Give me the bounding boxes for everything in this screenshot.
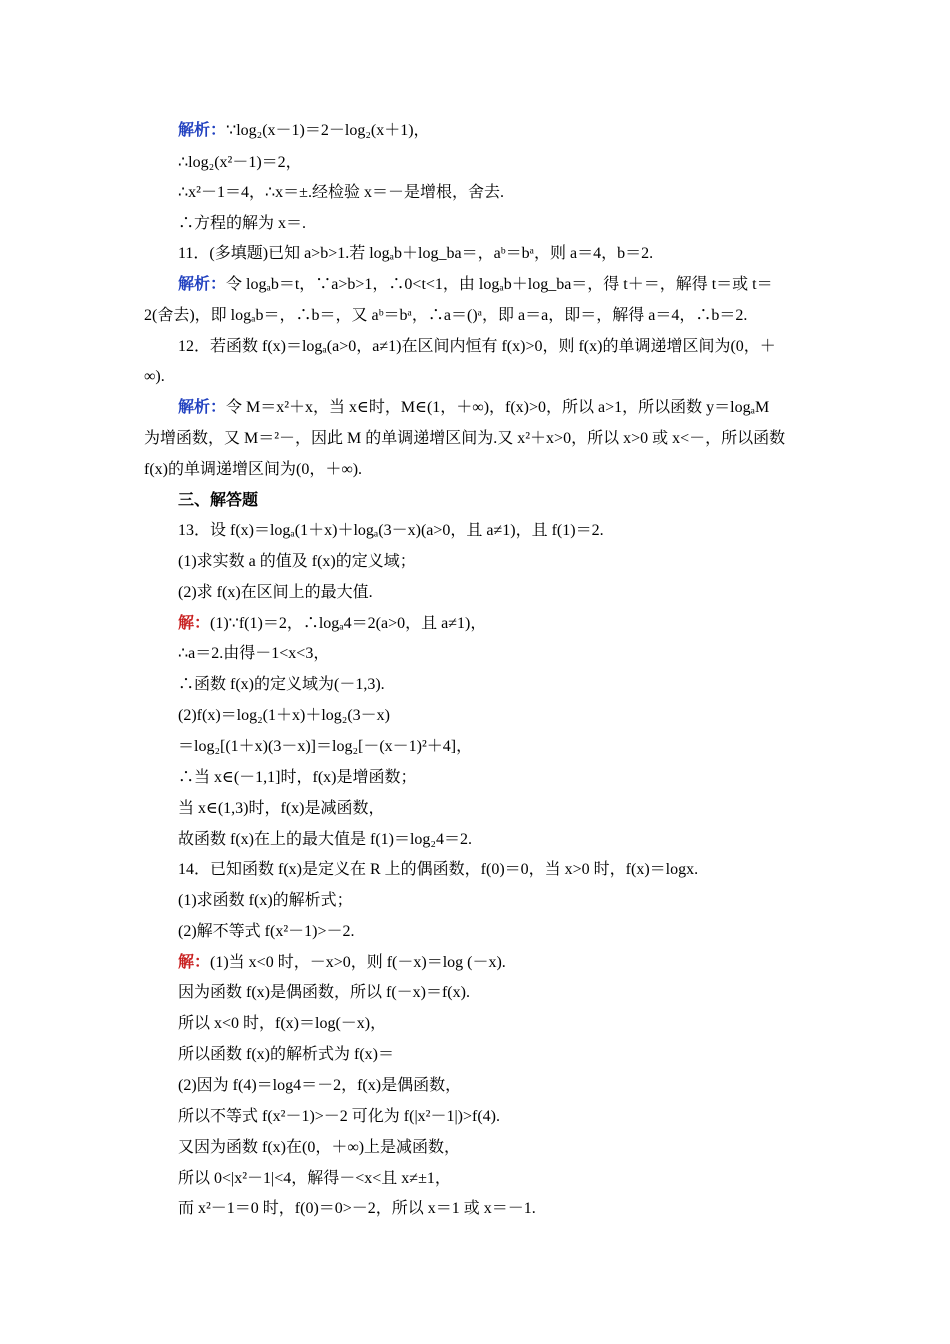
text-line [0,1013,950,1035]
line-text: (1)当 x<0 时，－x>0，则 f(－x)＝log (－x). [210,954,506,971]
text-line [0,428,950,450]
text-line [0,305,950,327]
line-text: 14．已知函数 f(x)是定义在 R 上的偶函数，f(0)＝0，当 x>0 时，f(x)＝logx. [178,861,699,878]
text-line [0,459,950,481]
line-text: 因为函数 f(x)是偶函数，所以 f(－x)＝f(x). [178,984,470,1001]
line-text: (1)∵f(1)＝2，∴logₐ4＝2(a>0，且 a≠1)， [210,615,487,632]
line-text: ∞). [144,368,165,385]
section-heading: 三、解答题 [178,492,259,509]
line-text: f(x)的单调递增区间为(0，＋∞). [144,461,363,478]
text-line [0,890,950,912]
text-line [0,397,950,419]
line-text: 所以函数 f(x)的解析式为 f(x)＝ [178,1046,394,1063]
line-text: ∴当 x∈(－1,1]时，f(x)是增函数； [178,769,417,786]
text-line [0,921,950,943]
line-text: 令 M＝x²＋x，当 x∈时，M∈(1，＋∞)，f(x)>0，所以 a>1，所以函数 y＝logₐM [226,399,770,416]
text-line [0,613,950,635]
text-line [0,274,950,296]
line-text: 令 logₐb＝t，∵a>b>1，∴0<t<1，由 logₐb＋log_ba＝，得 t＋＝，解得 t＝或 t＝ [226,276,773,293]
text-line [0,798,950,820]
line-text: ＝log₂[(1＋x)(3－x)]＝log₂[－(x－1)²＋4]， [178,738,473,755]
line-text: ∴x²－1＝4，∴x＝±.经检验 x＝－是增根，舍去. [178,184,504,201]
line-text: 12．若函数 f(x)＝logₐ(a>0，a≠1)在区间内恒有 f(x)>0，则 f(x)的单调递增区间为(0，＋ [178,338,776,355]
line-text: 当 x∈(1,3)时，f(x)是减函数， [178,800,385,817]
text-line [0,366,950,388]
text-line [0,643,950,665]
answer-label: 解析： [178,122,227,139]
line-text: 又因为函数 f(x)在(0，＋∞)上是减函数， [178,1139,461,1156]
line-text: 2(舍去)，即 logₐb＝，∴b＝，又 aᵇ＝bᵃ，∴a＝()ᵃ，即 a＝a，即＝，解得 a＝4，∴b＝2. [144,307,748,324]
text-line [0,705,950,727]
text-line [0,1106,950,1128]
text-line [0,736,950,758]
text-line [0,490,950,512]
line-text: ∴函数 f(x)的定义域为(－1,3). [178,676,385,693]
text-line [0,582,950,604]
text-line [0,952,950,974]
line-text: (1)求函数 f(x)的解析式； [178,892,353,909]
line-text: 所以 0<|x²－1|<4，解得－<x<且 x≠±1， [178,1170,451,1187]
answer-label: 解： [178,954,211,971]
line-text: 11．(多填题)已知 a>b>1.若 logₐb＋log_ba＝，aᵇ＝bᵃ，则 a＝4，b＝2. [178,245,654,262]
text-line [0,674,950,696]
text-line [0,152,950,174]
text-line [0,1198,950,1220]
line-text: 而 x²－1＝0 时，f(0)＝0>－2，所以 x＝1 或 x＝－1. [178,1200,536,1217]
line-text: 为增函数，又 M＝²－，因此 M 的单调递增区间为.又 x²＋x>0，所以 x>0 或 x<－，所以函数 [144,430,786,447]
answer-label: 解： [178,615,211,632]
text-line [0,859,950,881]
text-line [0,551,950,573]
line-text: ∴log₂(x²－1)＝2， [178,154,302,171]
line-text: (1)求实数 a 的值及 f(x)的定义域； [178,553,416,570]
text-line [0,182,950,204]
line-text: (2)因为 f(4)＝log4＝－2，f(x)是偶函数， [178,1077,462,1094]
line-text: ∴a＝2.由得－1<x<3， [178,645,330,662]
text-line [0,520,950,542]
text-line [0,1137,950,1159]
text-line [0,1044,950,1066]
text-line [0,829,950,851]
line-text: 13．设 f(x)＝logₐ(1＋x)＋logₐ(3－x)(a>0，且 a≠1)，且 f(1)＝2. [178,522,604,539]
text-line [0,213,950,235]
line-text: ∴方程的解为 x＝. [178,215,307,232]
answer-label: 解析： [178,399,227,416]
line-text: (2)解不等式 f(x²－1)>－2. [178,923,355,940]
line-text: 所以不等式 f(x²－1)>－2 可化为 f(|x²－1|)>f(4). [178,1108,501,1125]
answer-label: 解析： [178,276,227,293]
text-line [0,243,950,265]
text-line [0,982,950,1004]
text-line [0,336,950,358]
text-line [0,1075,950,1097]
line-text: (2)f(x)＝log₂(1＋x)＋log₂(3－x) [178,707,391,724]
text-line [0,1168,950,1190]
line-text: (2)求 f(x)在区间上的最大值. [178,584,373,601]
text-line [0,120,950,142]
line-text: 所以 x<0 时，f(x)＝log(－x)， [178,1015,387,1032]
line-text: 故函数 f(x)在上的最大值是 f(1)＝log₂4＝2. [178,831,472,848]
text-line [0,767,950,789]
line-text: ∵log₂(x－1)＝2－log₂(x＋1)， [226,122,430,139]
